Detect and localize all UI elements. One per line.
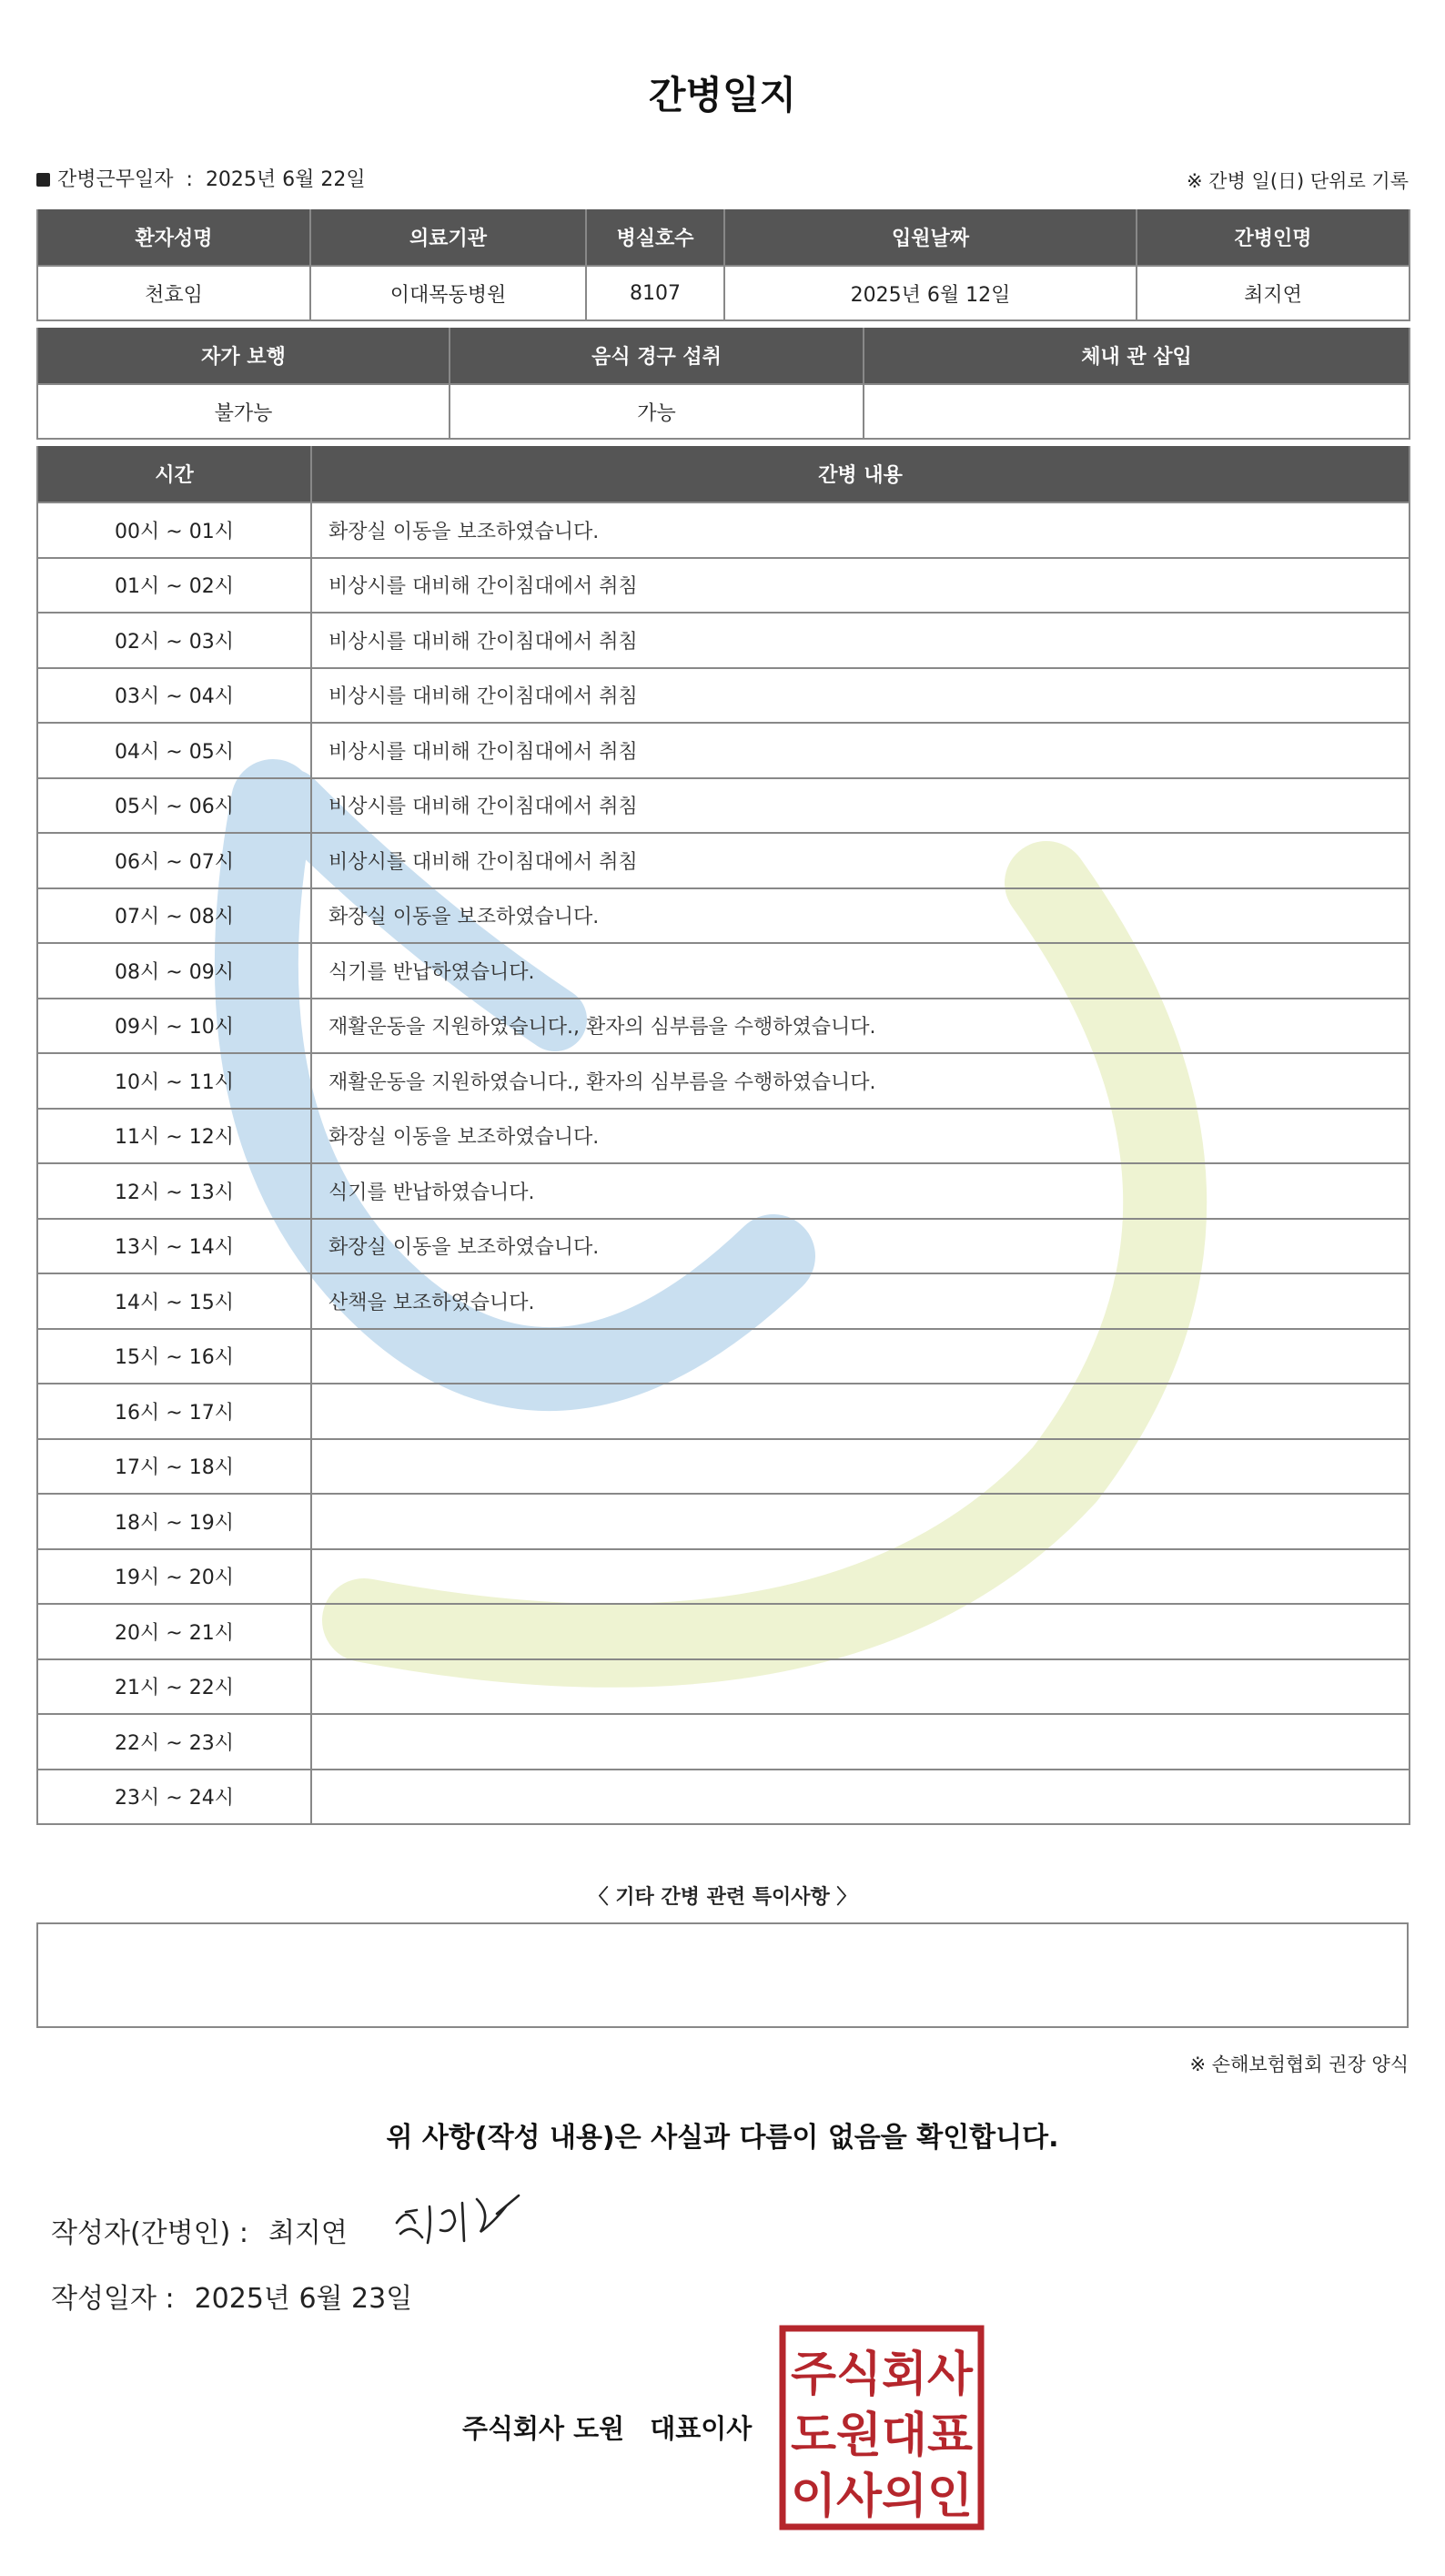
work-date-label: 간병근무일자: [57, 168, 174, 191]
log-time-cell: 05시 ~ 06시: [37, 778, 311, 834]
log-header-row: [37, 446, 1410, 502]
log-time-cell: 01시 ~ 02시: [37, 558, 311, 614]
self-walking-cell: 불가능: [37, 384, 450, 439]
unit-note: ※ 간병 일(日) 단위로 기록: [1187, 170, 1409, 192]
log-time-cell: 17시 ~ 18시: [37, 1439, 311, 1495]
log-content-cell: [311, 1659, 1410, 1715]
tube-insertion-cell: [864, 384, 1410, 439]
caregiver-name-cell: 최지연: [1137, 266, 1410, 320]
log-time-cell: 03시 ~ 04시: [37, 668, 311, 724]
log-row: [37, 723, 1410, 778]
log-content-cell: [311, 1329, 1410, 1384]
log-row: [37, 1770, 1410, 1825]
log-time-cell: 22시 ~ 23시: [37, 1714, 311, 1770]
header-institution: 의료기관: [310, 209, 586, 266]
log-row: [37, 943, 1410, 999]
log-time-cell: 08시 ~ 09시: [37, 943, 311, 999]
company-role: 대표이사: [650, 2413, 753, 2444]
log-content-cell: 화장실 이동을 보조하였습니다.: [311, 502, 1410, 558]
log-time-cell: 15시 ~ 16시: [37, 1329, 311, 1384]
written-date-line: [51, 2276, 412, 2316]
patient-name-cell: 천효임: [37, 266, 310, 320]
company-seal-stamp: [779, 2325, 985, 2530]
patient-info-value-row: [37, 266, 1410, 320]
handwritten-signature: [389, 2186, 553, 2250]
log-content-cell: [311, 1494, 1410, 1549]
seal-line-3: 이사의인: [791, 2470, 973, 2524]
log-content-cell: [311, 1770, 1410, 1825]
form-source-note: ※ 손해보험협회 권장 양식: [1189, 2054, 1409, 2075]
log-time-cell: 09시 ~ 10시: [37, 999, 311, 1054]
status-header-row: [37, 328, 1410, 384]
log-row: [37, 1053, 1410, 1109]
log-content-cell: 비상시를 대비해 간이침대에서 취침: [311, 833, 1410, 888]
header-room-number: 병실호수: [586, 209, 724, 266]
written-date-label: 작성일자 :: [51, 2283, 175, 2315]
log-content-cell: 화장실 이동을 보조하였습니다.: [311, 888, 1410, 944]
page-title: 간병일지: [648, 73, 797, 117]
written-date-value: 2025년 6월 23일: [194, 2283, 413, 2315]
log-content-cell: [311, 1714, 1410, 1770]
log-row: [37, 833, 1410, 888]
work-date-line: [36, 164, 366, 192]
writer-label: 작성자(간병인) :: [51, 2217, 248, 2249]
seal-line-1: 주식회사: [791, 2348, 974, 2402]
header-oral-intake: 음식 경구 섭취: [450, 328, 864, 384]
log-time-cell: 00시 ~ 01시: [37, 502, 311, 558]
log-time-cell: 21시 ~ 22시: [37, 1659, 311, 1715]
log-row: [37, 1549, 1410, 1605]
work-date-value: 2025년 6월 22일: [205, 168, 366, 191]
room-number-cell: 8107: [586, 266, 724, 320]
log-content-cell: 화장실 이동을 보조하였습니다.: [311, 1109, 1410, 1164]
log-time-cell: 02시 ~ 03시: [37, 613, 311, 668]
log-content-cell: 비상시를 대비해 간이침대에서 취침: [311, 668, 1410, 724]
log-time-cell: 18시 ~ 19시: [37, 1494, 311, 1549]
writer-name: 최지연: [268, 2217, 348, 2249]
log-time-cell: 14시 ~ 15시: [37, 1273, 311, 1329]
header-time: 시간: [37, 446, 311, 502]
log-row: [37, 502, 1410, 558]
special-notes-title: 〈 기타 간병 관련 특이사항 〉: [588, 1886, 857, 1909]
log-row: [37, 1604, 1410, 1659]
log-row: [37, 1219, 1410, 1274]
work-date-separator: :: [186, 168, 193, 191]
log-row: [37, 1714, 1410, 1770]
log-time-cell: 19시 ~ 20시: [37, 1549, 311, 1605]
patient-status-table: [36, 328, 1410, 440]
log-content-cell: 비상시를 대비해 간이침대에서 취침: [311, 778, 1410, 834]
log-content-cell: 식기를 반납하였습니다.: [311, 943, 1410, 999]
log-time-cell: 07시 ~ 08시: [37, 888, 311, 944]
log-row: [37, 999, 1410, 1054]
status-value-row: [37, 384, 1410, 439]
log-time-cell: 11시 ~ 12시: [37, 1109, 311, 1164]
seal-line-2: 도원대표: [791, 2409, 973, 2463]
header-patient-name: 환자성명: [37, 209, 310, 266]
log-content-cell: 산책을 보조하였습니다.: [311, 1273, 1410, 1329]
log-row: [37, 888, 1410, 944]
header-self-walking: 자가 보행: [37, 328, 450, 384]
log-content-cell: 재활운동을 지원하였습니다., 환자의 심부름을 수행하였습니다.: [311, 999, 1410, 1054]
log-row: [37, 1384, 1410, 1439]
log-content-cell: 비상시를 대비해 간이침대에서 취침: [311, 723, 1410, 778]
header-admission-date: 입원날짜: [724, 209, 1137, 266]
company-name: 주식회사 도원: [462, 2413, 625, 2444]
log-row: [37, 558, 1410, 614]
log-content-cell: [311, 1384, 1410, 1439]
log-content-cell: 식기를 반납하였습니다.: [311, 1163, 1410, 1219]
log-time-cell: 13시 ~ 14시: [37, 1219, 311, 1274]
patient-info-header-row: [37, 209, 1410, 266]
log-row: [37, 668, 1410, 724]
writer-line: [51, 2210, 348, 2250]
log-row: [37, 1659, 1410, 1715]
log-row: [37, 1494, 1410, 1549]
log-time-cell: 12시 ~ 13시: [37, 1163, 311, 1219]
log-time-cell: 23시 ~ 24시: [37, 1770, 311, 1825]
header-tube-insertion: 체내 관 삽입: [864, 328, 1410, 384]
log-content-cell: 비상시를 대비해 간이침대에서 취침: [311, 613, 1410, 668]
institution-cell: 이대목동병원: [310, 266, 586, 320]
log-row: [37, 1109, 1410, 1164]
log-row: [37, 778, 1410, 834]
log-time-cell: 16시 ~ 17시: [37, 1384, 311, 1439]
confirmation-statement: 위 사항(작성 내용)은 사실과 다름이 없음을 확인합니다.: [386, 2122, 1059, 2154]
log-content-cell: 재활운동을 지원하였습니다., 환자의 심부름을 수행하였습니다.: [311, 1053, 1410, 1109]
log-time-cell: 06시 ~ 07시: [37, 833, 311, 888]
log-content-cell: 화장실 이동을 보조하였습니다.: [311, 1219, 1410, 1274]
company-line: [462, 2409, 752, 2446]
admission-date-cell: 2025년 6월 12일: [724, 266, 1137, 320]
log-row: [37, 1329, 1410, 1384]
log-row: [37, 613, 1410, 668]
log-time-cell: 20시 ~ 21시: [37, 1604, 311, 1659]
log-content-cell: [311, 1604, 1410, 1659]
patient-info-table: [36, 209, 1410, 321]
log-content-cell: [311, 1439, 1410, 1495]
header-care-content: 간병 내용: [311, 446, 1410, 502]
log-time-cell: 10시 ~ 11시: [37, 1053, 311, 1109]
oral-intake-cell: 가능: [450, 384, 864, 439]
log-row: [37, 1273, 1410, 1329]
log-content-cell: 비상시를 대비해 간이침대에서 취침: [311, 558, 1410, 614]
special-notes-box: [36, 1922, 1409, 2028]
log-row: [37, 1439, 1410, 1495]
log-body: [37, 502, 1410, 1824]
log-row: [37, 1163, 1410, 1219]
hourly-care-log-table: [36, 446, 1410, 1825]
header-caregiver-name: 간병인명: [1137, 209, 1410, 266]
log-content-cell: [311, 1549, 1410, 1605]
log-time-cell: 04시 ~ 05시: [37, 723, 311, 778]
square-bullet-icon: [36, 173, 50, 187]
